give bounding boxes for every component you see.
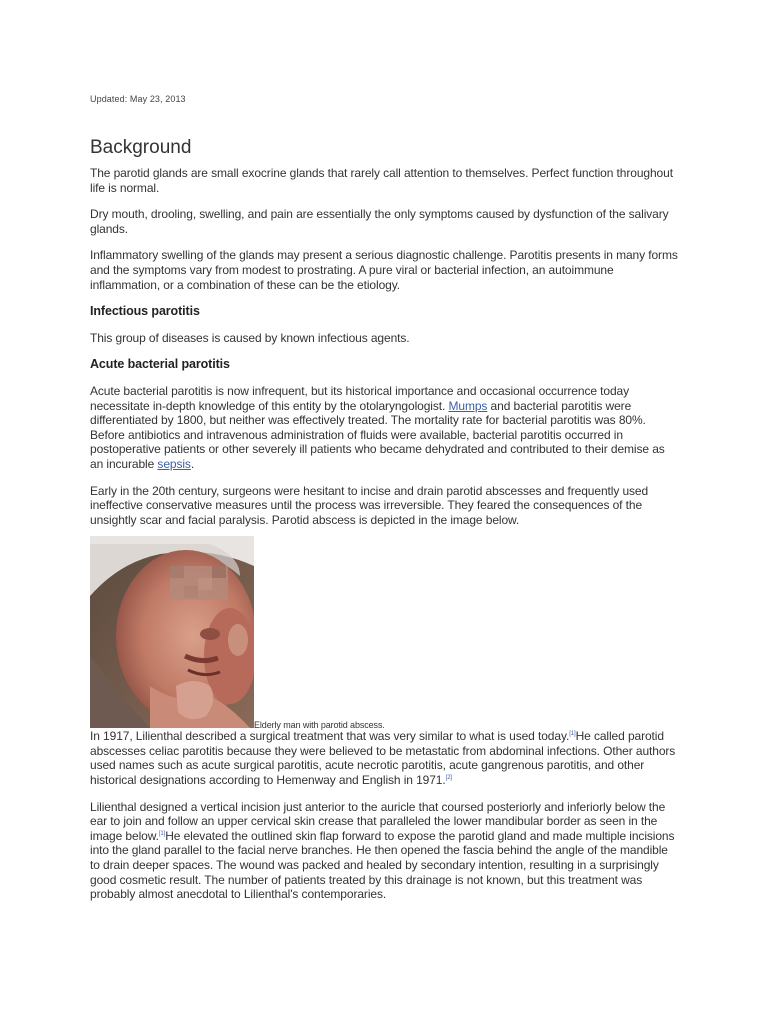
paragraph-intro: The parotid glands are small exocrine glands that rarely call attention to themselves. Perfect function throughout life is normal. — [90, 166, 673, 195]
paragraph-lilienthal-1917 — [90, 729, 680, 787]
reference-link[interactable]: [1] — [569, 731, 576, 738]
mumps-link[interactable]: Mumps — [448, 398, 488, 413]
article-body — [90, 166, 680, 914]
text-segment: Lilienthal designed a vertical incision just anterior to the auricle that coursed posteriorly and inferiorly below the ear to join and follow an upper cervical skin crease that paralleled the lower mandibular border as seen in the image below. — [90, 799, 666, 843]
figure-parotid-abscess — [90, 536, 680, 730]
reference-link[interactable]: [2] — [445, 775, 452, 782]
paragraph-lilienthal-incision — [90, 800, 680, 902]
figure-caption: Elderly man with parotid abscess. — [254, 720, 385, 731]
paragraph-inflammatory: Inflammatory swelling of the glands may present a serious diagnostic challenge. Parotitis presents in many forms and the symptoms vary from modest to prostrating. A pure viral or bacterial infection, an autoimmune inflammation, or a combination of these can be the etiology. — [90, 248, 678, 292]
text-segment: and bacterial parotitis were differentiated by 1800, but neither was effectively treated. The mortality rate for bacterial parotitis was 80%. Before antibiotics and intravenous administration of fluids were available, bacterial parotitis occurred in postoperative patients or other severely ill patients who became dehydrated and contributed to their demise as an incurable — [90, 398, 665, 471]
patient-photo-illustration — [90, 536, 254, 728]
sepsis-link[interactable]: sepsis — [157, 456, 191, 471]
paragraph-symptoms: Dry mouth, drooling, swelling, and pain are essentially the only symptoms caused by dysfunction of the salivary glands. — [90, 207, 669, 236]
paragraph-acute-bacterial — [90, 384, 680, 472]
text-segment: . — [190, 456, 195, 471]
page-title: Background — [90, 137, 192, 158]
text-segment: He elevated the outlined skin flap forward to expose the parotid gland and made multiple incisions into the gland parallel to the facial nerve branches. He then opened the fascia behind the angle of the mandible to drain deeper spaces. The wound was packed and healed by secondary intention, resulting in a surprisingly good cosmetic result. The number of patients treated by this drainage is not known, but this treatment was probably almost anecdotal to Lilienthal's contemporaries. — [90, 828, 675, 902]
paragraph-infectious: This group of diseases is caused by known infectious agents. — [90, 330, 410, 345]
paragraph-20th-century: Early in the 20th century, surgeons were hesitant to incise and drain parotid abscesses and frequently used ineffective conservative measures until the process was irreversible. They feared the consequences of the unsightly scar and facial paralysis. Parotid abscess is depicted in the image below. — [90, 483, 649, 527]
heading-infectious-parotitis: Infectious parotitis — [90, 304, 200, 319]
text-segment: Acute bacterial parotitis is now infrequent, but its historical importance and occasional occurrence today necessitate in-depth knowledge of this entity by the otolaryngologist. — [90, 383, 630, 413]
updated-date: Updated: May 23, 2013 — [90, 94, 186, 104]
heading-acute-bacterial-parotitis: Acute bacterial parotitis — [90, 357, 230, 372]
text-segment: In 1917, Lilienthal described a surgical treatment that was very similar to what is used today. — [90, 729, 570, 744]
patient-photo[interactable] — [90, 536, 254, 728]
reference-link[interactable]: [1] — [158, 830, 166, 837]
text-segment: He called parotid abscesses celiac parotitis because they were believed to be metastatic from abdominal infections. Other authors used names such as acute surgical parotitis, acute necrotic parotitis, acute gangrenous parotitis, and other historical designations according to Hemenway and English in 1971. — [90, 729, 676, 788]
